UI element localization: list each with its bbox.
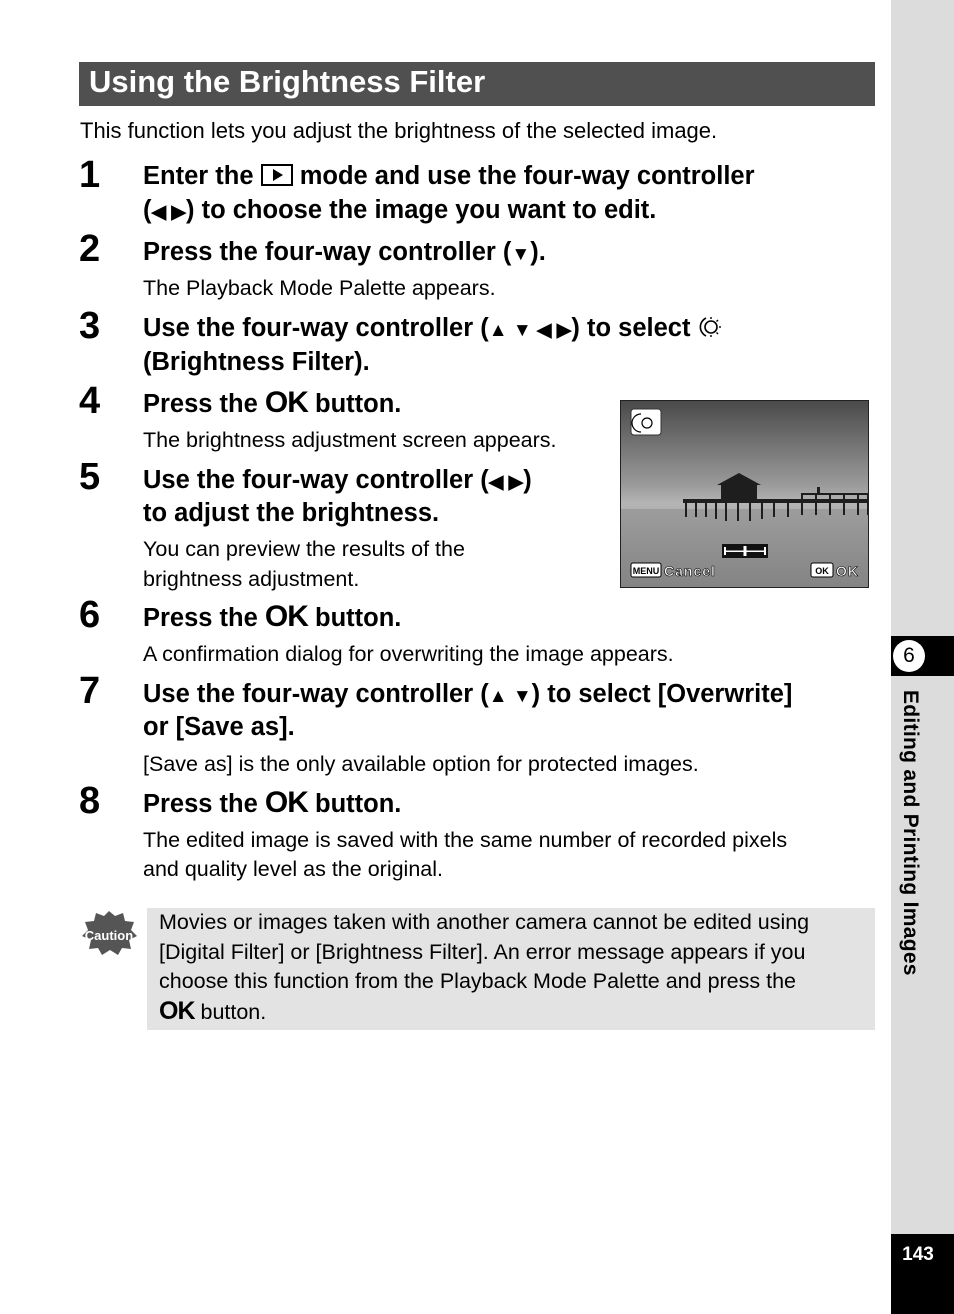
- step-2-text-a: Press the four-way controller (: [143, 238, 512, 266]
- step-7-text-a: Use the four-way controller (: [143, 680, 489, 708]
- four-way-arrows-icon: ▲ ▼ ◀ ▶: [488, 320, 572, 341]
- step-number-6: 6: [79, 594, 101, 636]
- step-number-5: 5: [79, 456, 101, 498]
- left-right-arrows-icon: ◀ ▶: [151, 202, 187, 223]
- step-4-body: The brightness adjustment screen appears.: [143, 428, 557, 452]
- step-8-body-line-2: and quality level as the original.: [143, 857, 443, 881]
- brightness-adjust-screen: [620, 400, 869, 588]
- step-4-text-b: button.: [315, 390, 402, 418]
- step-3-text-b: ) to select: [571, 314, 691, 342]
- ok-key-label: OK: [815, 566, 829, 576]
- caution-line-4-text: button.: [200, 999, 267, 1024]
- caution-line-4: [159, 997, 869, 1028]
- step-3-heading: [143, 311, 726, 348]
- ok-button-icon: OK: [264, 386, 308, 419]
- step-2-text-b: ).: [530, 238, 546, 266]
- step-2-body: The Playback Mode Palette appears.: [143, 276, 496, 300]
- step-7-body: [Save as] is the only available option for protected images.: [143, 752, 699, 776]
- step-5-text-b: ): [523, 466, 532, 494]
- step-2-heading: [143, 235, 546, 272]
- step-1-text-b: mode and use the four-way controller: [299, 162, 755, 190]
- step-3-text-a: Use the four-way controller (: [143, 314, 489, 342]
- playback-icon: [261, 164, 293, 186]
- step-5-body-line-1: You can preview the results of the: [143, 537, 465, 561]
- slider-knob: [744, 546, 747, 556]
- intro-text: This function lets you adjust the brightness of the selected image.: [80, 118, 718, 143]
- step-7-heading-line-2: or [Save as].: [143, 713, 295, 741]
- ok-button-icon: OK: [264, 786, 308, 819]
- step-5-heading: [143, 463, 532, 500]
- step-number-4: 4: [79, 380, 101, 422]
- step-number-8: 8: [79, 780, 101, 822]
- step-1-text-a: Enter the: [143, 162, 254, 190]
- step-6-text-b: button.: [315, 604, 402, 632]
- ok-label: OK: [836, 563, 859, 579]
- step-number-1: 1: [79, 154, 101, 196]
- caution-line-3: choose this function from the Playback Mode Palette and press the: [159, 969, 797, 993]
- step-7-text-b: ) to select [Overwrite]: [531, 680, 793, 708]
- step-5-body-line-2: brightness adjustment.: [143, 567, 360, 591]
- step-1-text-c: ) to choose the image you want to edit.: [186, 196, 657, 224]
- step-6-body: A confirmation dialog for overwriting the image appears.: [143, 642, 674, 666]
- page-number: 143: [902, 1244, 934, 1265]
- step-3-heading-line-2: (Brightness Filter).: [143, 348, 370, 376]
- brightness-filter-icon: [698, 312, 726, 340]
- cancel-label: Cancel: [664, 563, 716, 579]
- caution-line-2: [Digital Filter] or [Brightness Filter]. An error message appears if you: [159, 939, 806, 964]
- step-number-3: 3: [79, 305, 101, 347]
- caution-icon: [80, 910, 138, 956]
- caution-icon-label: Caution: [84, 928, 134, 943]
- menu-key-label: MENU: [632, 566, 660, 576]
- left-right-arrows-icon: ◀ ▶: [488, 472, 524, 493]
- step-number-7: 7: [79, 670, 101, 712]
- step-4-text-a: Press the: [143, 390, 258, 418]
- step-8-text-a: Press the: [143, 790, 258, 818]
- step-6-text-a: Press the: [143, 604, 258, 632]
- step-8-body-line-1: The edited image is saved with the same number of recorded pixels: [143, 828, 788, 852]
- slider-end-tick: [764, 547, 766, 555]
- step-6-heading: [143, 600, 401, 635]
- caution-text: [159, 908, 869, 1027]
- step-5-text-a: Use the four-way controller (: [143, 466, 489, 494]
- up-down-arrows-icon: ▲ ▼: [488, 686, 532, 707]
- step-number-2: 2: [79, 228, 101, 270]
- step-1-heading: [143, 159, 755, 193]
- chapter-title: Editing and Printing Images: [899, 690, 922, 976]
- step-8-heading: [143, 786, 401, 821]
- section-title: Using the Brightness Filter: [89, 64, 486, 99]
- chapter-number: 6: [893, 640, 925, 672]
- step-8-text-b: button.: [315, 790, 402, 818]
- down-arrow-icon: ▼: [511, 244, 531, 265]
- slider-end-tick: [724, 547, 726, 555]
- ok-button-icon: OK: [159, 996, 195, 1025]
- step-5-heading-line-2: to adjust the brightness.: [143, 499, 440, 527]
- step-4-heading: [143, 386, 401, 421]
- step-7-heading: [143, 677, 792, 714]
- caution-line-1: Movies or images taken with another camera cannot be edited using: [159, 910, 810, 934]
- step-1-heading-line-2: (◀ ▶) to choose the image you want to edit.: [143, 196, 657, 224]
- ok-button-icon: OK: [264, 600, 308, 633]
